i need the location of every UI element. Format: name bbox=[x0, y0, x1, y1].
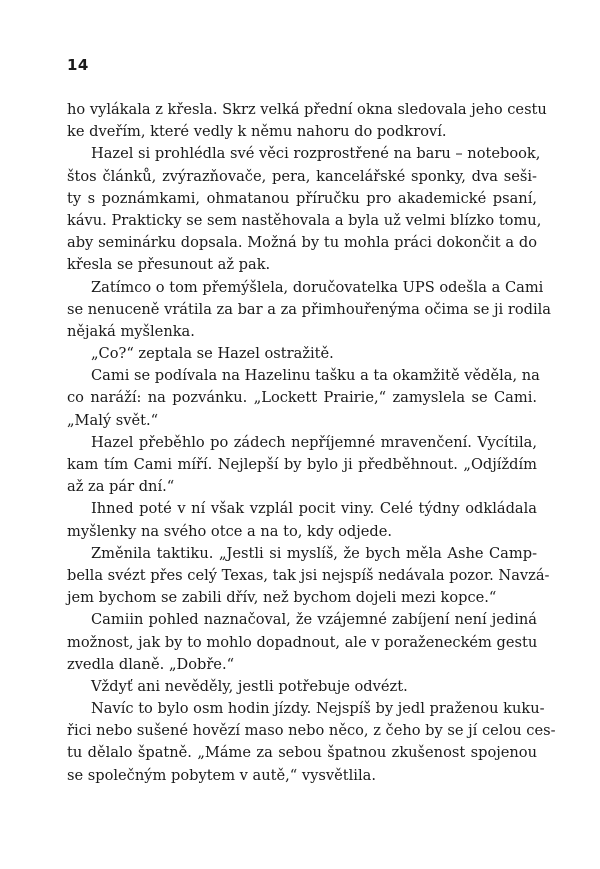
text-line: řici nebo sušené hovězí maso nebo něco, z čeho by se jí celou ces- bbox=[67, 722, 556, 740]
text-line: Změnila taktiku. „Jestli si myslíš, že bych měla Ashe Camp- bbox=[91, 544, 537, 562]
text-line: aby seminárku dopsala. Možná by tu mohla práci dokončit a do bbox=[67, 234, 537, 252]
text-line: ho vylákala z křesla. Skrz velká přední okna sledovala jeho cestu bbox=[67, 101, 547, 118]
text-line: Hazel si prohlédla své věci rozprostřené na baru – notebook, bbox=[91, 145, 541, 163]
page-number: 14 bbox=[67, 56, 89, 74]
text-line: se nenuceně vrátila za bar a za přimhouřenýma očima se ji rodila bbox=[67, 300, 551, 318]
text-line: Navíc to bylo osm hodin jízdy. Nejspíš by jedl praženou kuku- bbox=[91, 700, 545, 718]
text-line: tu dělalo špatně. „Máme za sebou špatnou zkušenost spojenou bbox=[67, 744, 537, 762]
text-line: Vždyť ani nevěděly, jestli potřebuje odvézt. bbox=[91, 677, 408, 695]
text-line: myšlenky na svého otce a na to, kdy odjede. bbox=[67, 522, 393, 540]
text-line: nějaká myšlenka. bbox=[67, 322, 195, 340]
paragraph bbox=[67, 277, 551, 344]
text-line: Zatímco o tom přemýšlela, doručovatelka UPS odešla a Cami bbox=[91, 278, 544, 296]
text-line: kam tím Cami míří. Nejlepší by bylo ji předběhnout. „Odjíždím bbox=[67, 456, 537, 473]
text-line: jem bychom se zabili dřív, než bychom dojeli mezi kopce.“ bbox=[67, 589, 497, 607]
text-line: možnost, jak by to mohlo dopadnout, ale v poraženeckém gestu bbox=[67, 633, 538, 651]
paragraph bbox=[67, 432, 537, 499]
paragraph bbox=[67, 543, 550, 610]
text-line: až za pár dní.“ bbox=[67, 478, 175, 496]
text-line: Hazel přeběhlo po zádech nepříjemné mravenčení. Vycítila, bbox=[91, 433, 537, 451]
text-line: kávu. Prakticky se sem nastěhovala a byla už velmi blízko tomu, bbox=[67, 211, 542, 229]
text-line: co naráží: na pozvánku. „Lockett Prairie,“ zamyslela se Cami. bbox=[67, 389, 537, 407]
paragraph bbox=[67, 99, 547, 143]
text-line: štos článků, zvýrazňovače, pera, kancelářské sponky, dva seši- bbox=[67, 167, 537, 185]
paragraph bbox=[67, 676, 537, 698]
text-line: „Malý svět.“ bbox=[67, 411, 159, 429]
paragraph bbox=[67, 698, 556, 787]
text-line: křesla se přesunout až pak. bbox=[67, 256, 271, 274]
text-line: Cami se podívala na Hazelinu tašku a ta okamžitě věděla, na bbox=[91, 367, 540, 385]
paragraph bbox=[67, 498, 537, 542]
paragraph bbox=[67, 365, 540, 432]
text-line: se společným pobytem v autě,“ vysvětlila. bbox=[67, 766, 376, 784]
text-line: zvedla dlaně. „Dobře.“ bbox=[67, 655, 235, 673]
paragraph bbox=[67, 609, 537, 676]
body-text bbox=[67, 99, 556, 787]
text-line: Camiin pohled naznačoval, že vzájemné zabíjení není jediná bbox=[91, 611, 537, 629]
text-line: bella svézt přes celý Texas, tak jsi nejspíš nedávala pozor. Navzá- bbox=[67, 566, 550, 584]
text-line: „Co?“ zeptala se Hazel ostražitě. bbox=[91, 345, 334, 363]
text-line: ke dveřím, které vedly k němu nahoru do podkroví. bbox=[67, 123, 447, 141]
paragraph bbox=[67, 343, 537, 365]
text-line: ty s poznámkami, ohmatanou příručku pro akademické psaní, bbox=[67, 189, 537, 207]
paragraph bbox=[67, 143, 542, 276]
text-line: Ihned poté v ní však vzplál pocit viny. Celé týdny odkládala bbox=[91, 500, 537, 518]
